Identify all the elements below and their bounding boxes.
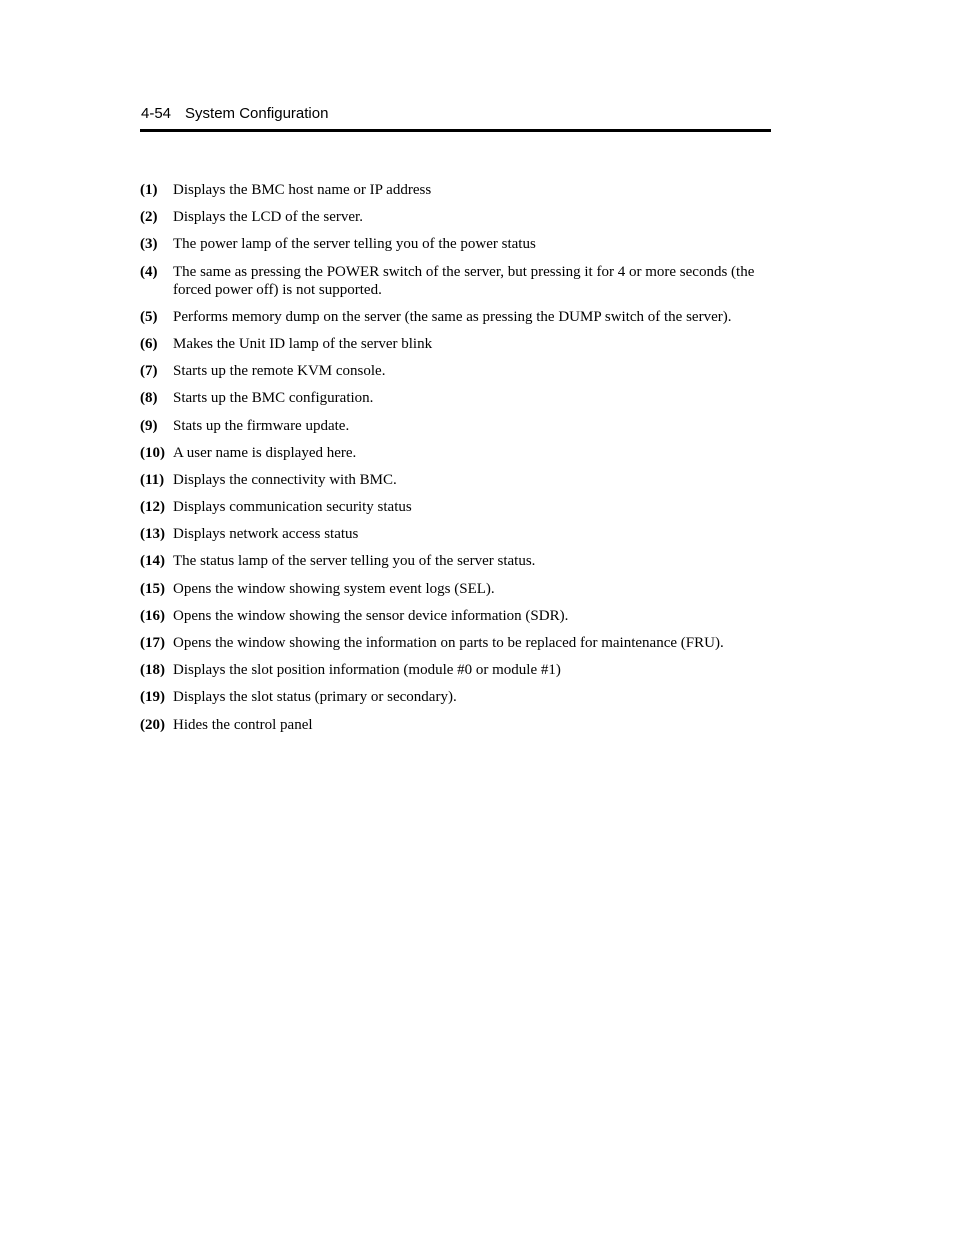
item-number: (17) <box>140 635 165 651</box>
item-number: (3) <box>140 236 158 253</box>
item-number: (5) <box>140 308 158 325</box>
item-text: Opens the window showing system event logs (SEL). <box>173 580 495 597</box>
list-item <box>140 263 770 299</box>
item-text: Displays the slot status (primary or secondary). <box>173 689 457 706</box>
item-number: (15) <box>140 580 165 597</box>
item-text: Displays the connectivity with BMC. <box>173 471 397 488</box>
list-item <box>140 580 770 598</box>
item-number: (6) <box>140 335 158 352</box>
item-text: The power lamp of the server telling you of the power status <box>173 236 536 253</box>
list-item <box>140 716 770 734</box>
item-text: Hides the control panel <box>173 716 313 733</box>
list-item <box>140 498 770 516</box>
item-text: Displays the BMC host name or IP address <box>173 182 432 198</box>
list-item <box>140 688 770 706</box>
list-item <box>140 444 770 462</box>
page-number: 4-54 <box>141 105 172 122</box>
item-text: Starts up the BMC configuration. <box>173 390 374 407</box>
item-number: (2) <box>140 209 158 226</box>
numbered-list <box>140 181 770 743</box>
list-item <box>140 552 770 570</box>
list-item <box>140 308 770 326</box>
item-number: (13) <box>140 526 165 543</box>
list-item <box>140 525 770 543</box>
item-text: Makes the Unit ID lamp of the server blink <box>173 335 433 352</box>
item-number: (16) <box>140 607 165 624</box>
item-text: The same as pressing the POWER switch of the server, but pressing it for 4 or more seconds (the forced power off) is not supported. <box>173 263 755 298</box>
item-text: Opens the window showing the information on parts to be replaced for maintenance (FRU). <box>173 635 724 651</box>
list-item <box>140 661 770 679</box>
list-item <box>140 389 770 407</box>
list-item <box>140 208 770 226</box>
item-text: The status lamp of the server telling you of the server status. <box>173 553 536 570</box>
list-item <box>140 181 770 199</box>
list-item <box>140 471 770 489</box>
item-text: Starts up the remote KVM console. <box>173 363 386 380</box>
item-number: (1) <box>140 182 158 198</box>
item-number: (11) <box>140 471 165 488</box>
item-text: A user name is displayed here. <box>173 444 357 461</box>
item-number: (18) <box>140 662 165 679</box>
item-text: Performs memory dump on the server (the same as pressing the DUMP switch of the server). <box>173 308 732 325</box>
list-item <box>140 362 770 380</box>
page-header <box>141 104 771 124</box>
item-text: Stats up the firmware update. <box>173 417 350 434</box>
item-number: (20) <box>140 716 165 733</box>
list-item <box>140 634 770 652</box>
list-item <box>140 607 770 625</box>
item-number: (4) <box>140 263 158 280</box>
item-text: Displays network access status <box>173 526 359 543</box>
item-number: (19) <box>140 689 165 706</box>
item-number: (10) <box>140 444 165 461</box>
item-number: (14) <box>140 553 165 570</box>
list-item <box>140 335 770 353</box>
item-number: (8) <box>140 390 158 407</box>
item-text: Opens the window showing the sensor device information (SDR). <box>173 607 569 624</box>
item-number: (7) <box>140 363 158 380</box>
header-rule <box>140 129 771 132</box>
section-title: System Configuration <box>185 105 329 122</box>
item-text: Displays the LCD of the server. <box>173 209 363 226</box>
item-number: (9) <box>140 417 158 434</box>
list-item <box>140 235 770 253</box>
item-text: Displays communication security status <box>173 499 412 516</box>
item-text: Displays the slot position information (module #0 or module #1) <box>173 662 561 679</box>
list-item <box>140 417 770 435</box>
item-number: (12) <box>140 499 165 516</box>
